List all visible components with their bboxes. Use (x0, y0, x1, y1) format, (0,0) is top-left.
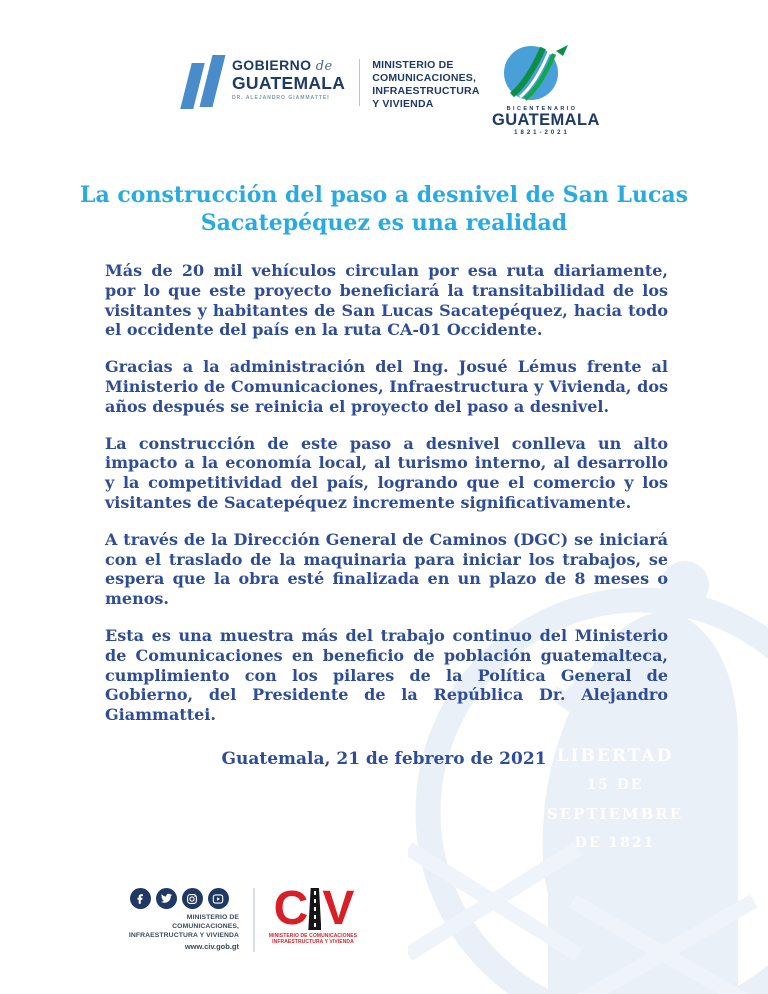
ministry-line: INFRAESTRUCTURA (372, 85, 480, 97)
title-line-1: La construcción del paso a desnivel de San Lucas (80, 182, 688, 208)
ministry-line: Y VIVIENDA (372, 98, 434, 110)
title-line-2: Sacatepéquez es una realidad (200, 210, 568, 236)
president-name: DR. ALEJANDRO GIAMMATTEI (232, 95, 330, 101)
gobierno-de-word: de (315, 59, 333, 74)
civ-logo (266, 882, 360, 946)
civ-sub-line-2: INFRAESTRUCTURA Y VIVIENDA (272, 939, 354, 946)
paragraph-3: La construcción de este paso a desnivel conlleva un alto impacto a la economía local, al turismo interno, al desarrollo y la competitividad del país, logrando que el comercio y los visitantes de Sacatepéquez incremente significativamente. (105, 433, 668, 512)
civ-sub-line-1: MINISTERIO DE COMUNICACIONES (268, 933, 358, 939)
footer-ministry-line-2: INFRAESTRUCTURA Y VIVIENDA (128, 931, 239, 939)
paragraph-2: Gracias a la administración del Ing. Josué Lémus frente al Ministerio de Comunicaciones, Infraestructura y Vivienda, dos años después se reinicia el proyecto del paso a desnivel. (105, 357, 668, 416)
watermark-line: LIBERTAD (556, 746, 674, 766)
gobierno-bars-icon (186, 54, 219, 109)
watermark-line: DE 1821 (574, 835, 656, 851)
bicentenario-label: BICENTENARIO (506, 106, 578, 112)
social-icons-row (119, 888, 239, 909)
statue-head (661, 561, 709, 609)
guatemala-word: GUATEMALA (232, 73, 346, 93)
bicentenario-guatemala: GUATEMALA (492, 111, 600, 129)
dateline: Guatemala, 21 de febrero de 2021 (221, 749, 547, 769)
youtube-icon[interactable] (208, 888, 229, 909)
article-body (105, 261, 668, 742)
footer-divider (253, 888, 255, 952)
bicentenario-emblem-icon (498, 44, 586, 102)
gobierno-logo-text (232, 58, 345, 101)
paragraph-5: Esta es una muestra más del trabajo continuo del Ministerio de Comunicaciones en beneficio de población guatemalteca, cumplimiento con los pilares de la Política General de Gobierno, del Presidente de la República Dr. Alejandro Giammattei. (105, 625, 668, 725)
paragraph-1: Más de 20 mil vehículos circulan por esa ruta diariamente, por lo que este proyecto beneficiará la transitabilidad de los visitantes y habitantes de San Lucas Sacatepéquez, hacia todo el occidente del país en la ruta CA-01 Occidente. (105, 261, 668, 340)
bicentenario-years: 1821-2021 (514, 130, 570, 136)
facebook-icon[interactable] (130, 888, 151, 909)
civ-road-i-icon (308, 888, 321, 930)
paragraph-4: A través de la Dirección General de Caminos (DGC) se iniciará con el traslado de la maquinaria para iniciar los trabajos, se espera que la obra esté finalizada en un plazo de 8 meses o menos. (105, 529, 668, 609)
watermark-line: SEPTIEMBRE (546, 805, 684, 823)
quetzal-bird-icon (556, 45, 568, 56)
gobierno-de-guatemala-logo (186, 50, 480, 111)
ministry-name-block (372, 59, 479, 111)
article-title (55, 181, 713, 237)
civ-letter-c: C (273, 882, 307, 935)
instagram-icon[interactable] (182, 888, 203, 909)
watermark-line: 15 DE (586, 777, 644, 793)
header-divider (359, 59, 360, 106)
footer-ministry-line-1: MINISTERIO DE COMUNICACIONES, (172, 914, 239, 930)
footer-website-link[interactable]: www.civ.gob.gt (184, 942, 239, 952)
civ-letter-v: V (322, 882, 353, 935)
twitter-icon[interactable] (156, 888, 177, 909)
bicentenario-logo (492, 44, 600, 136)
ministry-line: COMUNICACIONES, (372, 72, 477, 84)
ministry-line: MINISTERIO DE (372, 59, 454, 71)
footer-contact-block (119, 888, 239, 951)
gobierno-word: GOBIERNO (232, 57, 312, 73)
